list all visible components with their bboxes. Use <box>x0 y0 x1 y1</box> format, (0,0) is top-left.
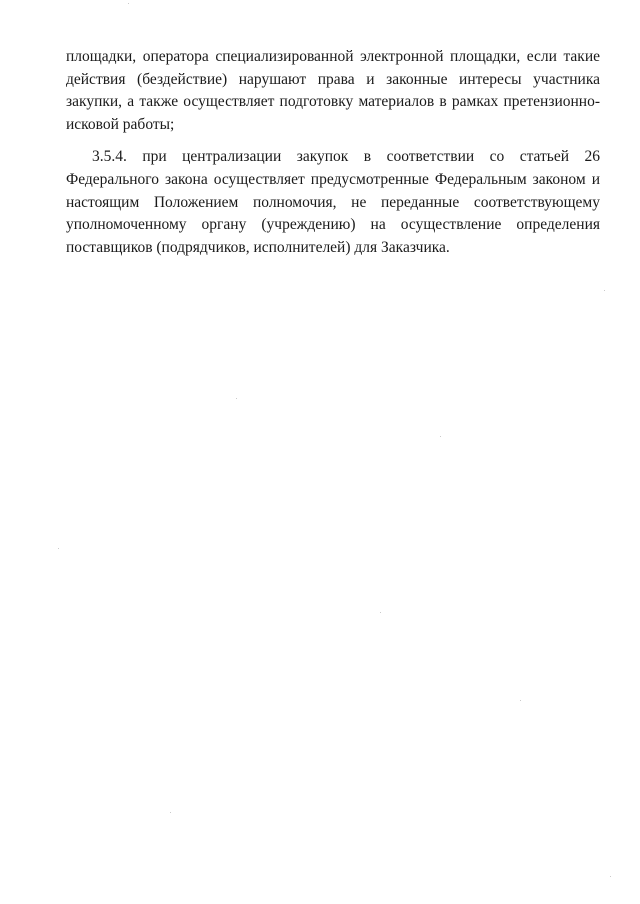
paragraph-spacer <box>66 136 600 146</box>
paragraph-continuation: площадки, оператора специализированной электронной площадки, если такие действия (бездействие) нарушают права и законные интересы участника закупки, а также осуществляет подготовку материалов в рамках претензионно-исковой работы; <box>66 48 600 133</box>
document-body <box>66 46 600 259</box>
paragraph-3-5-4: 3.5.4. при централизации закупок в соответствии со статьей 26 Федерального закона осуществляет предусмотренные Федеральным законом и настоящим Положением полномочия, не переданные соответствующему уполномоченному органу (учреждению) на осуществление определения поставщиков (подрядчиков, исполнителей) для Заказчика. <box>66 148 600 256</box>
